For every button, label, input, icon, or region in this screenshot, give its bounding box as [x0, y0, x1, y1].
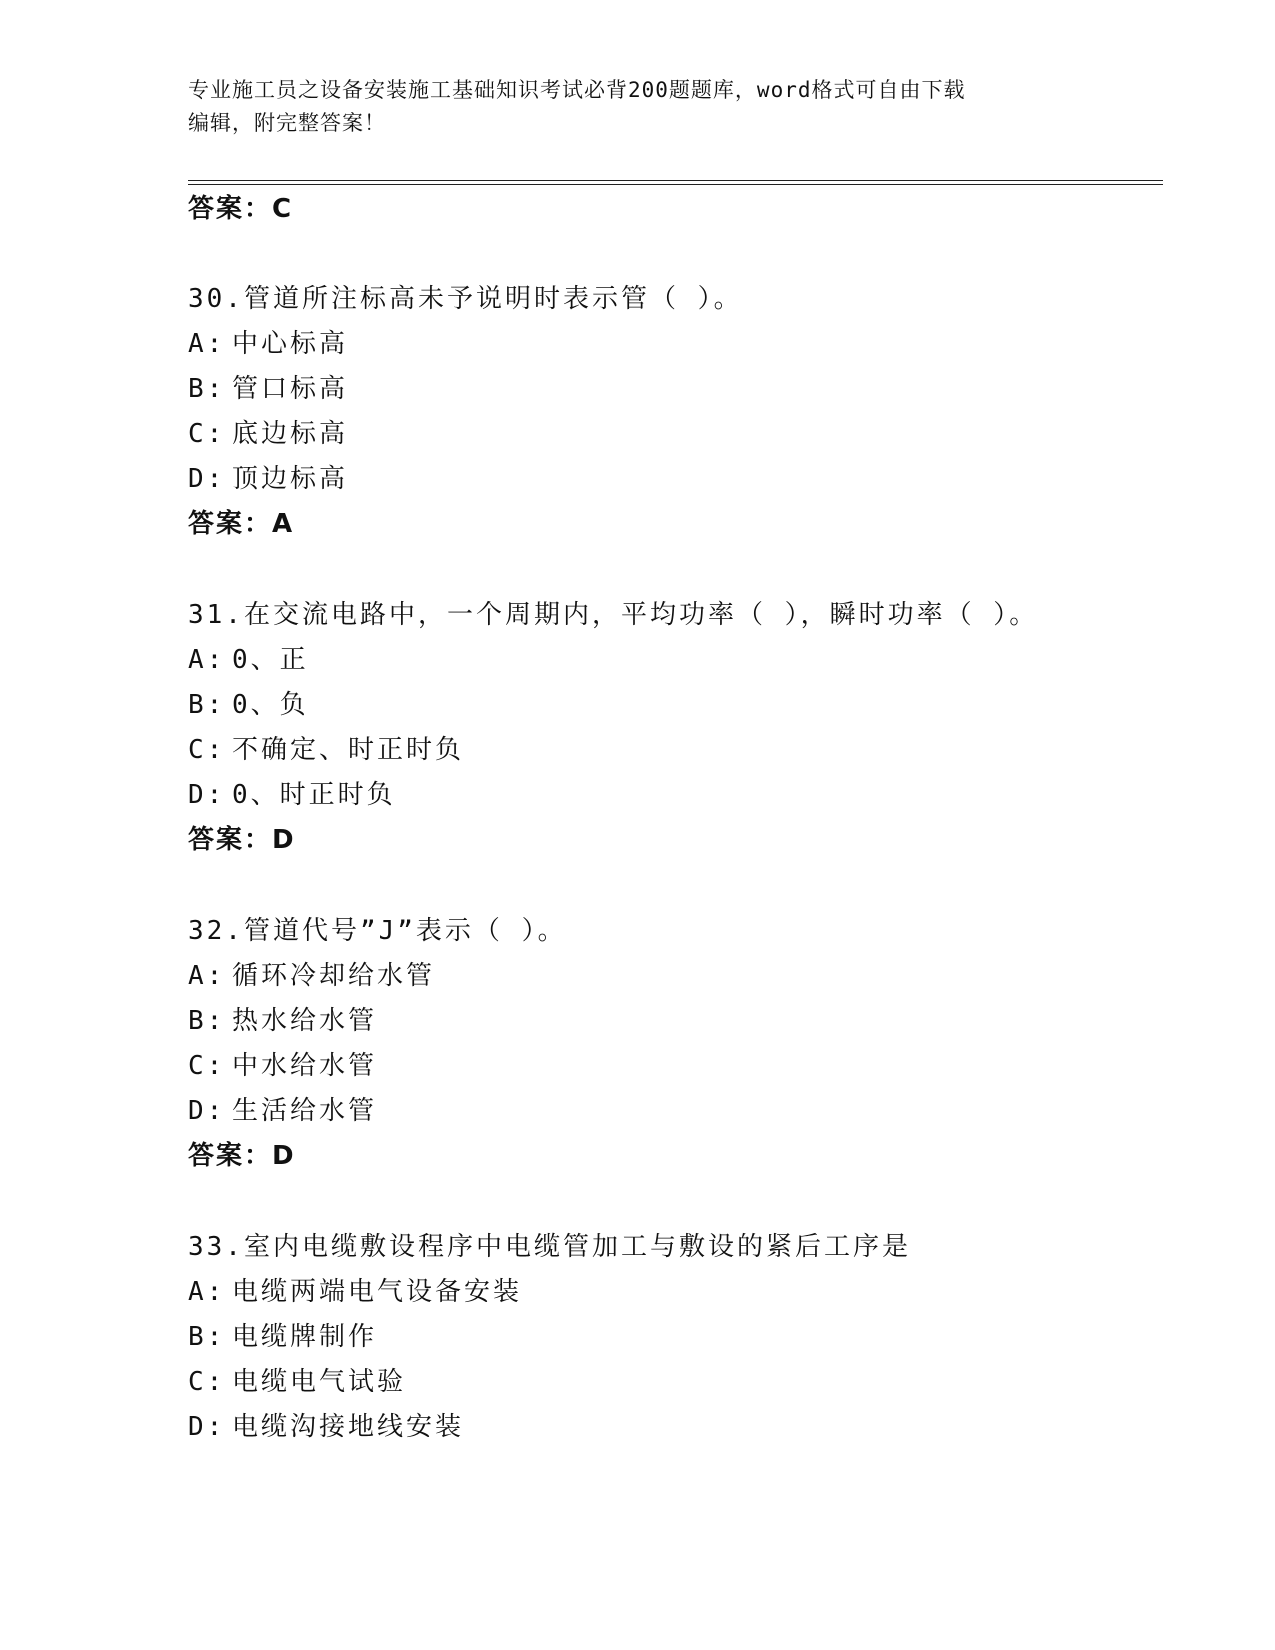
question-33-option-b: [188, 1320, 377, 1354]
question-32-option-a: [188, 959, 435, 993]
option-letter: C:: [188, 1367, 226, 1397]
option-text: 0、负: [232, 690, 309, 720]
question-33-text: 33.室内电缆敷设程序中电缆管加工与敷设的紧后工序是: [188, 1232, 911, 1262]
question-32-option-b: [188, 1004, 377, 1038]
question-31-option-c: [188, 733, 464, 767]
question-32-answer: 答案：D: [188, 1141, 296, 1171]
option-letter: D:: [188, 780, 226, 810]
header-title-line-1: 专业施工员之设备安装施工基础知识考试必背200题题库，word格式可自由下载: [188, 78, 966, 102]
question-30-text: 30.管道所注标高未予说明时表示管（ ）。: [188, 284, 743, 314]
question-33-option-c: [188, 1365, 406, 1399]
question-30-option-b: [188, 372, 348, 406]
option-text: 不确定、时正时负: [232, 735, 465, 765]
option-text: 电缆沟接地线安装: [232, 1412, 465, 1442]
option-letter: B:: [188, 1322, 226, 1352]
option-text: 电缆电气试验: [232, 1367, 407, 1397]
option-text: 热水给水管: [232, 1006, 378, 1036]
option-letter: A:: [188, 1277, 226, 1307]
question-31-answer: 答案：D: [188, 825, 296, 855]
option-text: 电缆牌制作: [232, 1322, 378, 1352]
question-31-option-a: [188, 643, 309, 677]
option-letter: B:: [188, 690, 226, 720]
option-letter: A:: [188, 329, 226, 359]
option-text: 底边标高: [232, 419, 349, 449]
question-31-option-d: [188, 778, 396, 812]
question-32-option-d: [188, 1094, 377, 1128]
option-letter: C:: [188, 419, 226, 449]
option-text: 循环冷却给水管: [232, 961, 436, 991]
header-divider-bottom: [188, 184, 1163, 185]
option-text: 中水给水管: [232, 1051, 378, 1081]
question-30-option-d: [188, 462, 348, 496]
option-letter: D:: [188, 464, 226, 494]
header-divider-top: [188, 180, 1163, 181]
option-text: 生活给水管: [232, 1096, 378, 1126]
option-letter: D:: [188, 1096, 226, 1126]
option-letter: B:: [188, 374, 226, 404]
option-letter: C:: [188, 735, 226, 765]
answer-previous: 答案：C: [188, 194, 294, 224]
header-title-line-2: 编辑，附完整答案！: [188, 111, 386, 135]
question-30-option-a: [188, 327, 348, 361]
option-text: 顶边标高: [232, 464, 349, 494]
option-text: 中心标高: [232, 329, 349, 359]
option-text: 电缆两端电气设备安装: [232, 1277, 523, 1307]
option-letter: D:: [188, 1412, 226, 1442]
option-letter: A:: [188, 645, 226, 675]
question-32-option-c: [188, 1049, 377, 1083]
option-letter: B:: [188, 1006, 226, 1036]
option-text: 0、正: [232, 645, 309, 675]
question-33-option-a: [188, 1275, 522, 1309]
question-33-option-d: [188, 1410, 464, 1444]
document-header: [188, 74, 1068, 140]
option-letter: C:: [188, 1051, 226, 1081]
question-31-text: 31.在交流电路中，一个周期内，平均功率（ ），瞬时功率（ ）。: [188, 600, 1039, 630]
question-31-option-b: [188, 688, 309, 722]
question-30-answer: 答案：A: [188, 509, 295, 539]
option-text: 管口标高: [232, 374, 349, 404]
option-letter: A:: [188, 961, 226, 991]
question-32-text: 32.管道代号”J”表示（ ）。: [188, 916, 567, 946]
option-text: 0、时正时负: [232, 780, 396, 810]
question-30-option-c: [188, 417, 348, 451]
